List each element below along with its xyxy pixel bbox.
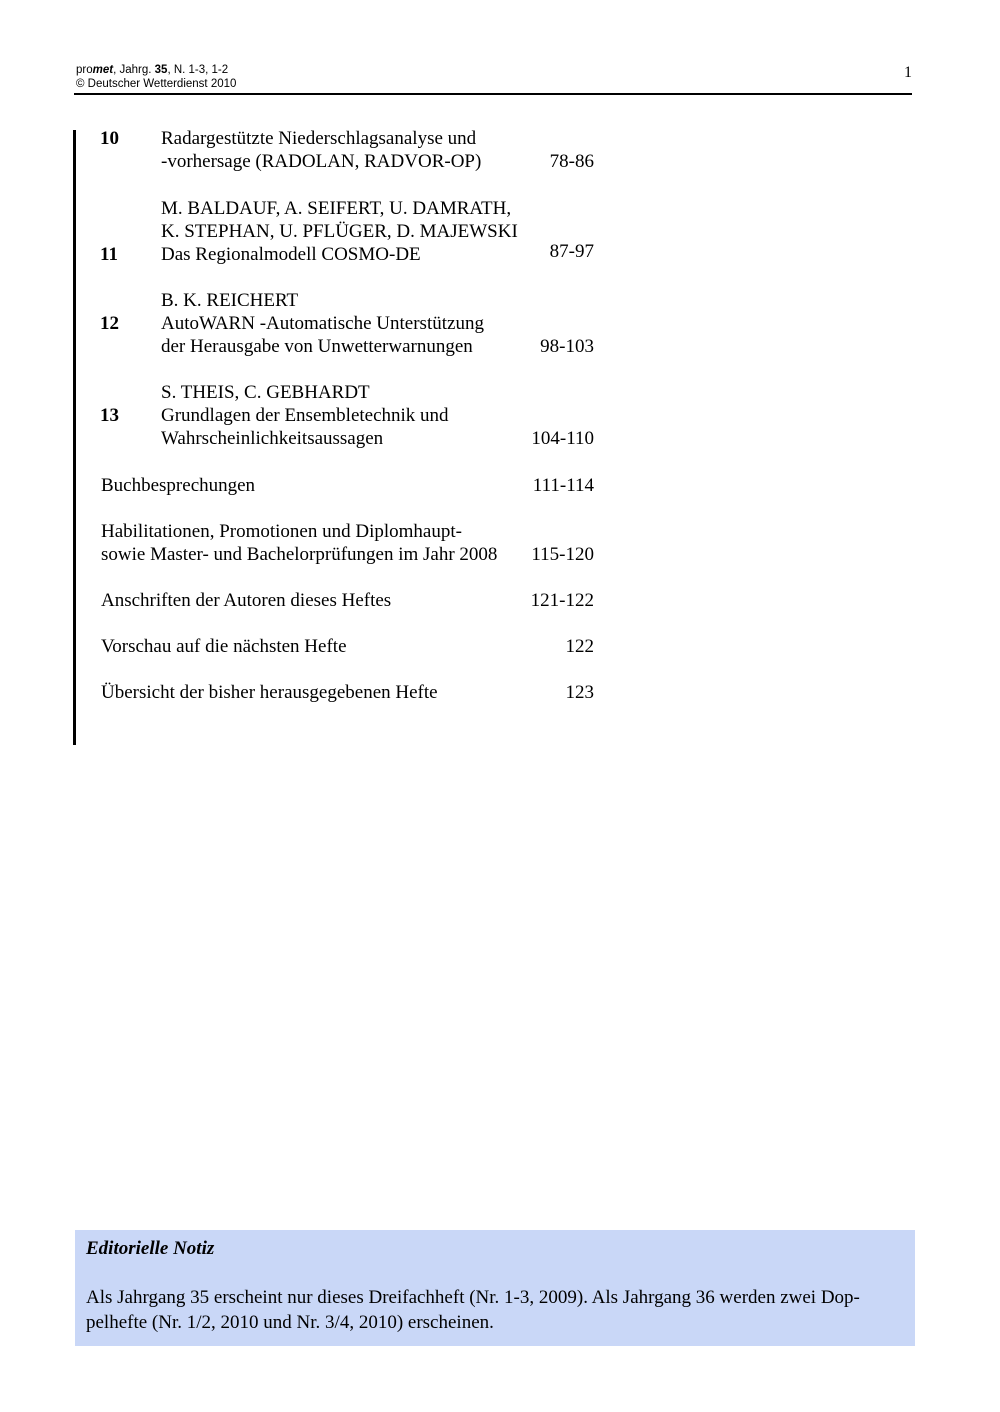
toc-entry-title-line: der Herausgabe von Unwetterwarnungen (161, 336, 473, 357)
toc-section-title: Anschriften der Autoren dieses Heftes (101, 590, 392, 611)
toc-entry-number: 13 (100, 405, 119, 426)
toc-section-title: Buchbesprechungen (101, 475, 256, 496)
toc-entry-title-line: Radargestützte Niederschlagsanalyse und (161, 128, 477, 149)
toc-entry-number: 11 (100, 244, 118, 265)
page-number: 1 (904, 64, 912, 81)
toc-entry-title-line: Wahrscheinlichkeitsaussagen (161, 428, 384, 449)
toc-entry-title-line: Grundlagen der Ensembletechnik und (161, 405, 449, 426)
editorial-note-heading: Editorielle Notiz (86, 1238, 215, 1259)
editorial-note-line: Als Jahrgang 35 erscheint nur dieses Dreifachheft (Nr. 1-3, 2009). Als Jahrgang 36 werden zwei Dop- (86, 1287, 860, 1308)
toc-entry-authors: M. BALDAUF, A. SEIFERT, U. DAMRATH, (161, 198, 512, 219)
toc-entry-authors: B. K. REICHERT (161, 290, 299, 311)
change-bar (73, 130, 76, 745)
toc-entry-pages: 98-103 (540, 336, 594, 357)
toc-section-pages: 123 (565, 682, 594, 703)
toc-section-title: Übersicht der bisher herausgegebenen Hefte (101, 682, 438, 703)
editorial-note-text (86, 1285, 906, 1335)
toc-entry-title-line: AutoWARN -Automatische Unterstützung (161, 313, 484, 334)
header-divider (74, 93, 912, 95)
toc-entry-number: 10 (100, 128, 119, 149)
toc-entry-title-line: -vorhersage (RADOLAN, RADVOR-OP) (161, 151, 482, 172)
copyright-line: © Deutscher Wetterdienst 2010 (76, 78, 237, 90)
toc-entry-pages: 104-110 (531, 428, 594, 449)
toc-entry-authors: S. THEIS, C. GEBHARDT (161, 382, 370, 403)
editorial-note-line: pelhefte (Nr. 1/2, 2010 und Nr. 3/4, 2010) erscheinen. (86, 1312, 494, 1333)
toc-entry-number: 12 (100, 313, 119, 334)
toc-entry-pages: 87-97 (549, 241, 594, 262)
toc-section-pages: 122 (565, 636, 594, 657)
toc-section-pages: 121-122 (530, 590, 594, 611)
toc-entry-authors: K. STEPHAN, U. PFLÜGER, D. MAJEWSKI (161, 221, 518, 242)
toc-entry-title-line: Das Regionalmodell COSMO-DE (161, 244, 421, 265)
toc-section-pages: 115-120 (531, 544, 594, 565)
toc-section-pages: 111-114 (532, 475, 594, 496)
journal-citation: promet, Jahrg. 35, N. 1-3, 1-2 (76, 64, 229, 76)
toc-section-title: Vorschau auf die nächsten Hefte (101, 636, 347, 657)
toc-section-title: Habilitationen, Promotionen und Diplomhaupt- (101, 521, 462, 542)
toc-section-title: sowie Master- und Bachelorprüfungen im Jahr 2008 (101, 544, 498, 565)
toc-entry-pages: 78-86 (549, 151, 594, 172)
